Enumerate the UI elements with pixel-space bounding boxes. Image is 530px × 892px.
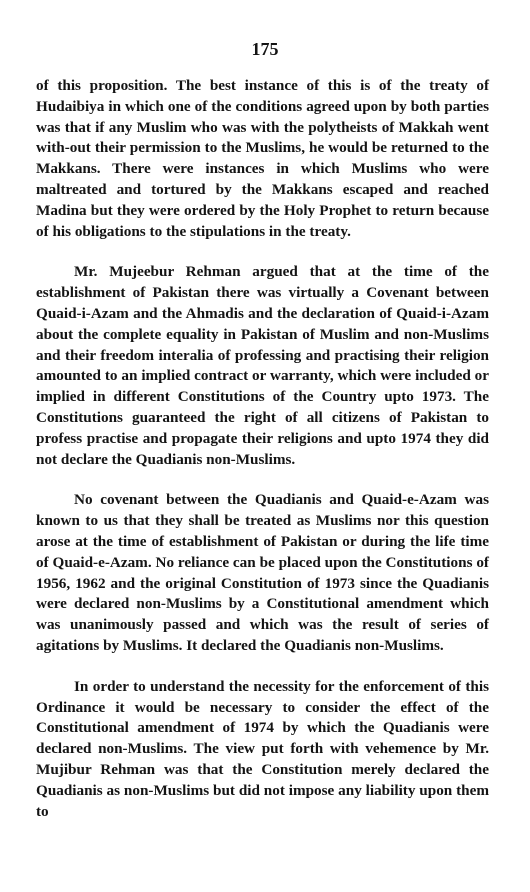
paragraph-continuation: of this proposition. The best instance of this is of the treaty of Hudaibiya in which one of the conditions agreed upon by both parties was that if any Muslim who was with the polytheists of Makkah went with-out their permission to the Muslims, he would be returned to the Makkans. There were instances in which Muslims who were maltreated and tortured by the Makkans escaped and reached Madina but they were ordered by the Holy Prophet to return because of his obligations to the stipulations in the treaty. — [36, 77, 489, 240]
paragraph-no-covenant: No covenant between the Quadianis and Quaid-e-Azam was known to us that they shall be treated as Muslims nor this question arose at the time of establishment of Pakistan or during the life time of Quaid-e-Azam. No reliance can be placed upon the Constitutions of 1956, 1962 and the original Constitution of 1973 since the Quadianis were declared non-Muslims by a Constitutional amendment which was unanimously passed and which was the result of series of agitations by Muslims. It declared the Quadianis non-Muslims. — [36, 491, 489, 654]
paragraph-covenant-argument: Mr. Mujeebur Rehman argued that at the time of the establishment of Pakistan there was virtually a Covenant between Quaid-i-Azam and the Ahmadis and the declaration of Quaid-i-Azam about the complete equality in Pakistan of Muslim and non-Muslims and their freedom interalia of professing and practising their religion amounted to an implied contract or warranty, which were included or implied in different Constitutions of the Country upto 1973. The Constitutions guaranteed the right of all citizens of Pakistan to profess practise and propagate their religions and upto 1974 they did not declare the Quadianis non-Muslims. — [36, 263, 489, 468]
page-number: 175 — [251, 39, 279, 59]
body-text — [36, 76, 489, 822]
paragraph-ordinance-necessity: In order to understand the necessity for the enforcement of this Ordinance it would be necessary to consider the effect of the Constitutional amendment of 1974 by which the Quadianis were declared non-Muslims. The view put forth with vehemence by Mr. Mujibur Rehman was that the Constitution merely declared the Quadianis as non-Muslims but did not impose any liability upon them to — [36, 677, 489, 820]
